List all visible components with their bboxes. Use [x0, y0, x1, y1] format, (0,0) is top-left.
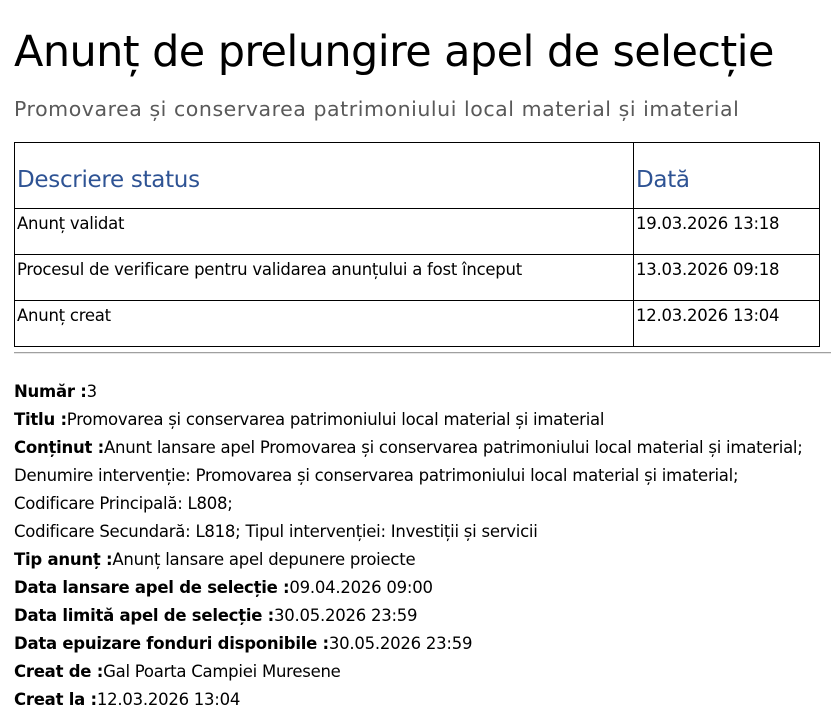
detail-label: Creat de :: [14, 662, 104, 681]
page-subtitle: Promovarea și conservarea patrimoniului local material și imaterial: [14, 97, 740, 121]
table-row: [15, 301, 820, 347]
detail-label: Număr :: [14, 382, 87, 401]
detail-creat-la: [14, 686, 831, 714]
detail-titlu: [14, 406, 831, 434]
detail-label: Conținut :: [14, 438, 104, 457]
detail-label: Titlu :: [14, 410, 67, 429]
table-row: [15, 209, 820, 255]
detail-label: Tip anunț :: [14, 550, 113, 569]
detail-value: Gal Poarta Campiei Muresene: [103, 662, 341, 681]
detail-value: Anunt lansare apel Promovarea și conservarea patrimoniului local material și imaterial;: [103, 438, 803, 457]
status-description: Procesul de verificare pentru validarea anunțului a fost început: [15, 255, 634, 301]
detail-value: Anunț lansare apel depunere proiecte: [112, 550, 416, 569]
detail-creat-de: [14, 658, 831, 686]
column-header-date: Dată: [634, 143, 820, 209]
status-date: 19.03.2026 13:18: [634, 209, 820, 255]
detail-data-lansare: [14, 574, 831, 602]
detail-value: 3: [86, 382, 97, 401]
divider: [14, 352, 831, 354]
detail-data-limita: [14, 602, 831, 630]
detail-numar: [14, 378, 831, 406]
status-table-header: [15, 143, 820, 209]
detail-data-epuizare: [14, 630, 831, 658]
table-row: [15, 255, 820, 301]
detail-value: 30.05.2026 23:59: [328, 634, 473, 653]
detail-value: Promovarea și conservarea patrimoniului local material și imaterial: [66, 410, 605, 429]
status-description: Anunț creat: [15, 301, 634, 347]
column-header-description: Descriere status: [15, 143, 634, 209]
announcement-details: [14, 378, 831, 714]
detail-continut-line: Denumire intervenție: Promovarea și conservarea patrimoniului local material și imaterial;: [14, 466, 739, 485]
page-title: Anunț de prelungire apel de selecție: [14, 27, 774, 77]
detail-value: 09.04.2026 09:00: [289, 578, 433, 597]
detail-continut-line: Codificare Secundară: L818; Tipul intervenției: Investiții și servicii: [14, 522, 538, 541]
status-date: 13.03.2026 09:18: [634, 255, 820, 301]
detail-continut: [14, 434, 831, 462]
detail-tip-anunt: [14, 546, 831, 574]
status-date: 12.03.2026 13:04: [634, 301, 820, 347]
detail-label: Data lansare apel de selecție :: [14, 578, 290, 597]
detail-value: 12.03.2026 13:04: [96, 690, 241, 709]
detail-label: Data epuizare fonduri disponibile :: [14, 634, 329, 653]
status-description: Anunț validat: [15, 209, 634, 255]
detail-value: 30.05.2026 23:59: [274, 606, 418, 625]
detail-label: Data limită apel de selecție :: [14, 606, 275, 625]
detail-continut-line: Codificare Principală: L808;: [14, 494, 233, 513]
status-table: [14, 142, 820, 347]
detail-label: Creat la :: [14, 690, 97, 709]
